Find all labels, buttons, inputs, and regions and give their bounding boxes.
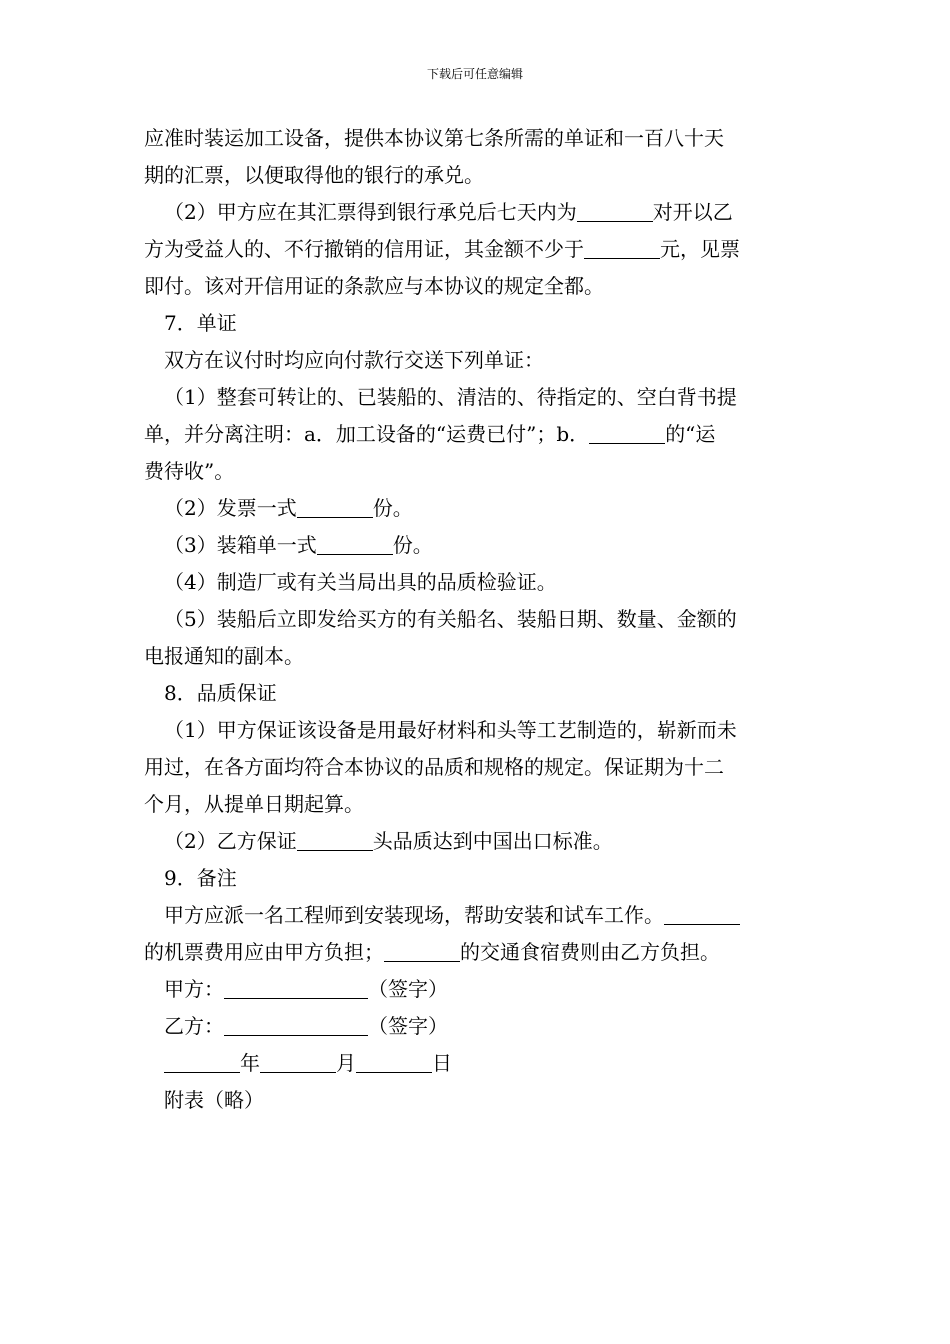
- text-segment: （签字）: [368, 977, 448, 1001]
- paragraph-line: [144, 527, 808, 564]
- text-segment: 甲方应派一名工程师到安装现场，帮助安装和试车工作。: [164, 903, 664, 927]
- paragraph-line: 用过，在各方面均符合本协议的品质和规格的规定。保证期为十二: [144, 755, 724, 779]
- fill-blank: [664, 904, 740, 925]
- section-heading: 7．单证: [164, 311, 237, 335]
- paragraph-line: 个月，从提单日期起算。: [144, 792, 364, 816]
- fill-blank: [297, 830, 373, 851]
- date-line: [144, 1045, 808, 1082]
- paragraph-line: 应准时装运加工设备，提供本协议第七条所需的单证和一百八十天: [144, 126, 724, 150]
- text-segment: （2）乙方保证: [164, 829, 297, 853]
- fill-blank: [224, 1015, 368, 1036]
- text-segment: 单，并分离注明：a．加工设备的“运费已付”；b．: [144, 422, 590, 446]
- section-heading: 9．备注: [164, 866, 237, 890]
- text-segment: 的交通食宿费则由乙方负担。: [460, 940, 720, 964]
- paragraph-line: [144, 934, 808, 971]
- paragraph-line: [144, 194, 808, 231]
- paragraph-line: [144, 823, 808, 860]
- text-segment: （2）甲方应在其汇票得到银行承兑后七天内为: [164, 200, 577, 224]
- text-segment: （2）发票一式: [164, 496, 297, 520]
- text-segment: 年: [240, 1051, 260, 1075]
- fill-blank: [260, 1052, 336, 1073]
- text-segment: （3）装箱单一式: [164, 533, 317, 557]
- paragraph-line: （1）甲方保证该设备是用最好材料和头等工艺制造的，崭新而未: [164, 718, 737, 742]
- paragraph-line: 期的汇票，以便取得他的银行的承兑。: [144, 163, 484, 187]
- fill-blank: [224, 978, 368, 999]
- paragraph-line: （1）整套可转让的、已装船的、清洁的、待指定的、空白背书提: [164, 385, 737, 409]
- fill-blank: [164, 1052, 240, 1073]
- text-segment: 的“运: [665, 422, 716, 446]
- document-body: [144, 120, 808, 1119]
- fill-blank: [577, 201, 653, 222]
- fill-blank: [384, 941, 460, 962]
- signature-line-party-b: [144, 1008, 808, 1045]
- text-segment: 月: [336, 1051, 356, 1075]
- paragraph-line: [144, 231, 808, 268]
- section-heading: 8．品质保证: [164, 681, 277, 705]
- paragraph-line: 双方在议付时均应向付款行交送下列单证：: [164, 348, 544, 372]
- text-segment: 方为受益人的、不行撤销的信用证，其金额不少于: [144, 237, 584, 261]
- paragraph-line: [144, 897, 808, 934]
- text-segment: 元，见票: [660, 237, 740, 261]
- text-segment: 份。: [372, 496, 413, 520]
- text-segment: 对开以乙: [652, 200, 733, 224]
- attachment-note: 附表（略）: [164, 1088, 264, 1112]
- paragraph-line: （5）装船后立即发给买方的有关船名、装船日期、数量、金额的: [164, 607, 737, 631]
- text-segment: 日: [432, 1051, 452, 1075]
- text-segment: 头品质达到中国出口标准。: [372, 829, 613, 853]
- text-segment: 的机票费用应由甲方负担；: [144, 940, 384, 964]
- paragraph-line: [144, 416, 808, 453]
- fill-blank: [317, 534, 393, 555]
- signature-line-party-a: [144, 971, 808, 1008]
- paragraph-line: 即付。该对开信用证的条款应与本协议的规定全都。: [144, 274, 604, 298]
- text-segment: （签字）: [368, 1014, 448, 1038]
- fill-blank: [297, 497, 373, 518]
- page-header: 下载后可任意编辑: [426, 67, 523, 81]
- paragraph-line: 费待收”。: [144, 459, 235, 483]
- text-segment: 乙方：: [164, 1014, 224, 1038]
- paragraph-line: [144, 490, 808, 527]
- fill-blank: [584, 238, 660, 259]
- paragraph-line: 电报通知的副本。: [144, 644, 304, 668]
- text-segment: 甲方：: [164, 977, 224, 1001]
- paragraph-line: （4）制造厂或有关当局出具的品质检验证。: [164, 570, 557, 594]
- fill-blank: [356, 1052, 432, 1073]
- text-segment: 份。: [392, 533, 433, 557]
- fill-blank: [589, 423, 665, 444]
